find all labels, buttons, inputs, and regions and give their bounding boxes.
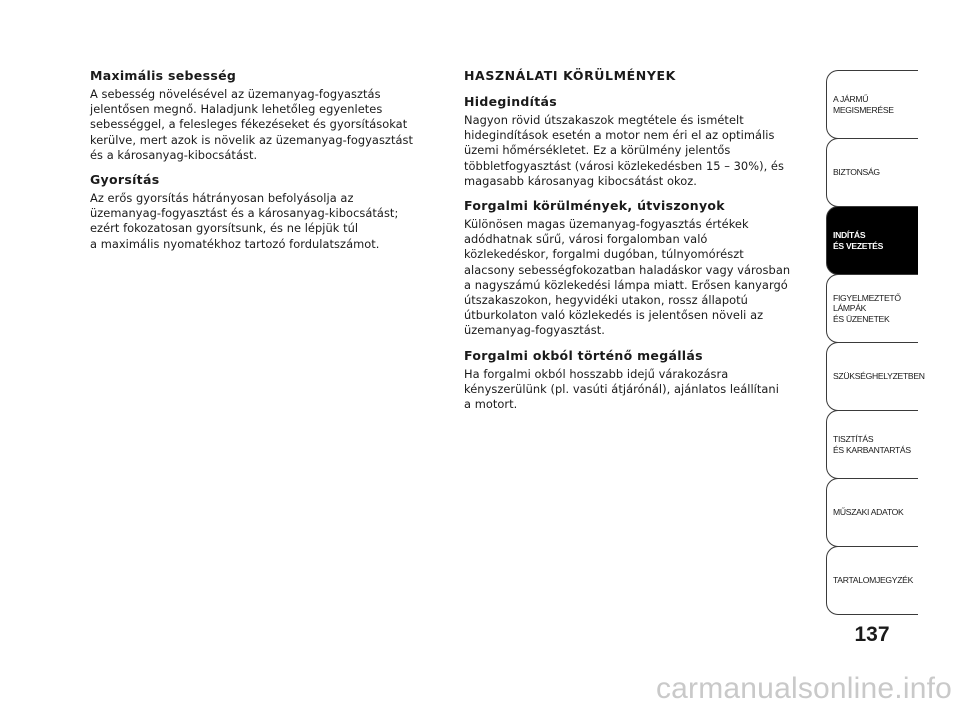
tab-technical-data[interactable]: MŰSZAKI ADATOK (826, 478, 918, 547)
chapter-tabs (826, 70, 925, 614)
right-column (464, 68, 814, 421)
tab-starting-driving[interactable]: INDÍTÁS ÉS VEZETÉS (826, 206, 918, 275)
section-traffic-conditions (464, 198, 814, 339)
section-max-speed (90, 68, 440, 163)
section-text: Ha forgalmi okból hosszabb idejű várakozásra kényszerülünk (pl. vasúti átjárónál), ajánlatos leállítani a motort. (464, 366, 779, 412)
section-heading: Forgalmi körülmények, útviszonyok (464, 198, 725, 214)
section-text: Különösen magas üzemanyag-fogyasztás értékek adódhatnak sűrű, városi forgalomban való közlekedéskor, forgalmi dugóban, túlnyomórészt alacsony sebességfokozatban haladáskor vagy városban a nagyszámú közlekedési lámpa miatt. Erősen kanyargó útszakaszokon, hegyvidéki utakon, rossz állapotú útburkolaton való közlekedés is jelentősen növeli az üzemanyag-fogyasztást. (464, 217, 791, 338)
section-heading: Forgalmi okból történő megállás (464, 347, 703, 363)
left-column (90, 68, 440, 261)
tab-maintenance[interactable]: TISZTÍTÁS ÉS KARBANTARTÁS (826, 410, 918, 479)
section-text: A sebesség növelésével az üzemanyag-fogyasztás jelentősen megnő. Haladjunk lehetőleg egyenletes sebességgel, a felesleges fékezéseket és gyorsításokat kerülve, mert azok is növelik az üzemanyag-fogyasztást és a károsanyag-kibocsátást. (90, 87, 414, 162)
section-text: Nagyon rövid útszakaszok megtétele és ismételt hidegindítások esetén a motor nem éri el az optimális üzemi hőmérsékletet. Ez a körülmény jelentős többletfogyasztást (városi közlekedésben 15 – 30%), és magasabb károsanyag kibocsátást okoz. (464, 113, 784, 188)
tab-warning-lights[interactable]: FIGYELMEZTETŐ LÁMPÁK ÉS ÜZENETEK (826, 274, 918, 343)
chapter-title: HASZNÁLATI KÖRÜLMÉNYEK (464, 68, 676, 83)
section-heading: Hidegindítás (464, 94, 557, 109)
section-heading: Gyorsítás (90, 172, 160, 188)
section-cold-start (464, 94, 814, 189)
tab-safety[interactable]: BIZTONSÁG (826, 138, 918, 207)
section-text: Az erős gyorsítás hátrányosan befolyásolja az üzemanyag-fogyasztást és a károsanyag-kibocsátást; ezért fokozatosan gyorsítsunk, és ne lépjük túl a maximális nyomatékhoz tartozó fordulatszámot. (90, 191, 399, 251)
watermark: carmanualsonline.info (655, 672, 952, 705)
section-heading: Maximális sebesség (90, 68, 237, 83)
tab-index[interactable]: TARTALOMJEGYZÉK (826, 546, 918, 615)
section-traffic-stop (464, 348, 814, 413)
tab-vehicle-overview[interactable]: A JÁRMŰ MEGISMERÉSE (826, 70, 918, 139)
section-acceleration (90, 172, 440, 252)
page-number: 137 (854, 623, 890, 646)
tab-emergency[interactable]: SZÜKSÉGHELYZETBEN (826, 342, 918, 411)
